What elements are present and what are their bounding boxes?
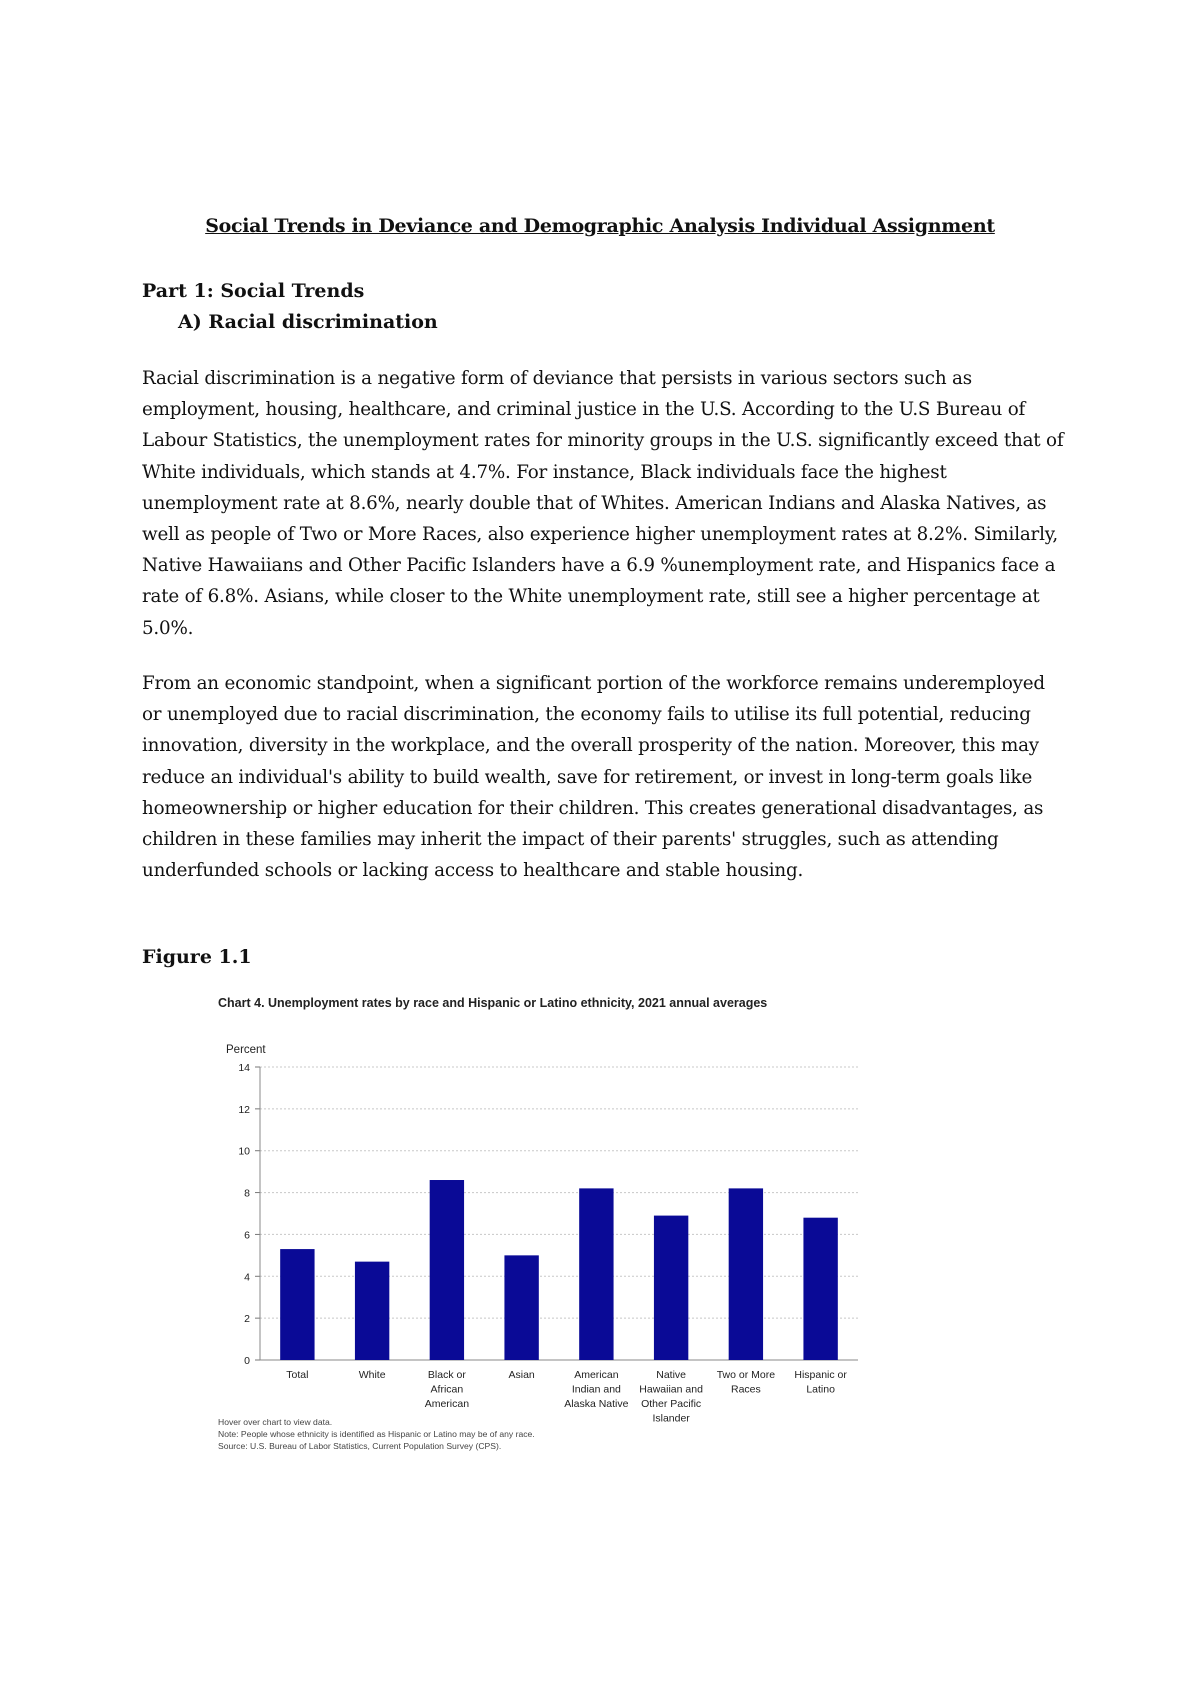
y-tick-label: 4	[244, 1271, 250, 1284]
paragraph-racial-discrimination: Racial discrimination is a negative form of deviance that persists in various sectors such as employment, housing, healthcare, and criminal justice in the U.S. According to the U.S Bureau of Labour Statistics, the unemployment rates for minority groups in the U.S. significantly exceed that of White individuals, which stands at 4.7%. For instance, Black individuals face the highest unemployment rate at 8.6%, nearly double that of Whites. American Indians and Alaska Natives, as well as people of Two or More Races, also experience higher unemployment rates at 8.2%. Similarly, Native Hawaiians and Other Pacific Islanders have a 6.9 %unemployment rate, and Hispanics face a rate of 6.8%. Asians, while closer to the White unemployment rate, still see a higher percentage at 5.0%.	[142, 368, 1064, 639]
bar	[729, 1188, 763, 1360]
y-tick-label: 6	[244, 1229, 250, 1242]
chart-title: Chart 4. Unemployment rates by race and Hispanic or Latino ethnicity, 2021 annual averages	[218, 996, 768, 1010]
section-heading: A) Racial discrimination	[178, 311, 438, 333]
bar	[280, 1249, 314, 1360]
chart-note-source: Source: U.S. Bureau of Labor Statistics, Current Population Survey (CPS).	[218, 1441, 502, 1451]
bar	[355, 1262, 389, 1360]
chart-note-ethnicity: Note: People whose ethnicity is identified as Hispanic or Latino may be of any race.	[218, 1429, 535, 1439]
x-tick-label: Hispanic or Latino	[794, 1369, 847, 1396]
bar	[803, 1218, 837, 1360]
bar	[579, 1188, 613, 1360]
y-axis-label: Percent	[226, 1044, 266, 1056]
bar	[504, 1255, 538, 1360]
x-tick-label: Total	[286, 1369, 309, 1381]
y-tick-label: 12	[238, 1103, 250, 1116]
y-tick-label: 8	[244, 1187, 250, 1200]
x-tick-label: Two or More Races	[716, 1369, 776, 1396]
y-tick-label: 10	[238, 1145, 250, 1158]
chart-notes	[218, 1416, 535, 1452]
unemployment-chart	[212, 995, 872, 1475]
paragraph-economic-standpoint: From an economic standpoint, when a significant portion of the workforce remains underemployed or unemployed due to racial discrimination, the economy fails to utilise its full potential, reducing innovation, diversity in the workplace, and the overall prosperity of the nation. Moreover, this may reduce an individual's ability to build wealth, save for retirement, or invest in long-term goals like homeownership or higher education for their children. This creates generational disadvantages, as children in these families may inherit the impact of their parents' struggles, such as attending underfunded schools or lacking access to healthcare and stable housing.	[142, 673, 1045, 882]
y-tick-label: 14	[238, 1062, 250, 1074]
x-tick-label: White	[358, 1369, 386, 1381]
chart-note-hover: Hover over chart to view data.	[218, 1417, 333, 1427]
x-tick-label: Asian	[508, 1369, 535, 1381]
bar	[654, 1216, 688, 1360]
x-tick-label: American Indian and Alaska Native	[564, 1369, 629, 1410]
y-tick-label: 2	[244, 1313, 250, 1326]
figure-label: Figure 1.1	[142, 946, 252, 968]
y-tick-label: 0	[244, 1355, 250, 1367]
document-title: Social Trends in Deviance and Demographic Analysis Individual Assignment	[205, 215, 995, 237]
bar	[430, 1180, 464, 1360]
part-heading: Part 1: Social Trends	[142, 280, 365, 302]
x-tick-label: Black or African American	[424, 1369, 470, 1410]
x-tick-label: Native Hawaiian and Other Pacific Islander	[639, 1369, 703, 1425]
